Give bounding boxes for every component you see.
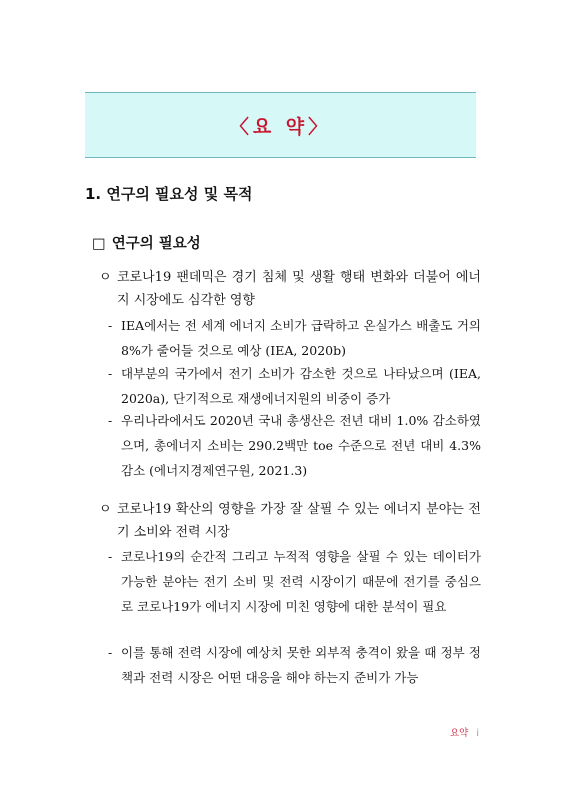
dash-marker: -: [108, 549, 113, 564]
subsection-heading: [92, 232, 201, 253]
dash-item: [99, 313, 481, 363]
dash-item: [99, 361, 481, 411]
dash-text: 우리나라에서도 2020년 국내 총생산은 전년 대비 1.0% 감소하였으며, 총에너지 소비는 290.2백만 toe 수준으로 전년 대비 4.3% 감소 (에너지경제연구원, 2021.3): [121, 413, 481, 478]
dash-marker: -: [108, 366, 113, 381]
section-heading: 1. 연구의 필요성 및 목적: [85, 185, 253, 203]
bullet-item: [99, 498, 481, 544]
dash-item: [99, 544, 481, 619]
subsection-heading-text: 연구의 필요성: [111, 236, 201, 252]
dash-text: 대부분의 국가에서 전기 소비가 감소한 것으로 나타났으며 (IEA, 2020a), 단기적으로 재생에너지원의 비중이 증가: [121, 366, 481, 406]
dash-marker: -: [108, 645, 113, 660]
dash-item: [99, 640, 481, 690]
page-footer: [450, 725, 479, 739]
dash-text: 이를 통해 전력 시장에 예상치 못한 외부적 충격이 왔을 때 정부 정책과 전력 시장은 어떤 대응을 해야 하는지 준비가 가능: [121, 645, 481, 685]
dash-marker: -: [108, 413, 113, 428]
bullet-text: 코로나19 확산의 영향을 가장 잘 살필 수 있는 에너지 분야는 전기 소비와 전력 시장: [117, 502, 481, 540]
dash-text: IEA에서는 전 세계 에너지 소비가 급락하고 온실가스 배출도 거의 8%가 줄어들 것으로 예상 (IEA, 2020b): [121, 318, 481, 358]
summary-banner: [85, 92, 476, 158]
dash-text: 코로나19의 순간적 그리고 누적적 영향을 살필 수 있는 데이터가 가능한 분야는 전기 소비 및 전력 시장이기 때문에 전기를 중심으로 코로나19가 에너지 시장에 미친 영향에 대한 분석이 필요: [121, 549, 481, 614]
circle-bullet-icon: ㅇ: [99, 270, 112, 285]
dash-item: [99, 408, 481, 483]
footer-label: 요약: [450, 728, 469, 739]
checkbox-square-icon: □: [92, 236, 106, 252]
bullet-item: [99, 266, 481, 312]
dash-marker: -: [108, 318, 113, 333]
summary-title: 〈요 약〉: [229, 115, 332, 138]
page-number: i: [476, 728, 479, 739]
circle-bullet-icon: ㅇ: [99, 502, 112, 517]
bullet-text: 코로나19 팬데믹은 경기 침체 및 생활 행태 변화와 더불어 에너지 시장에도 심각한 영향: [117, 270, 481, 308]
